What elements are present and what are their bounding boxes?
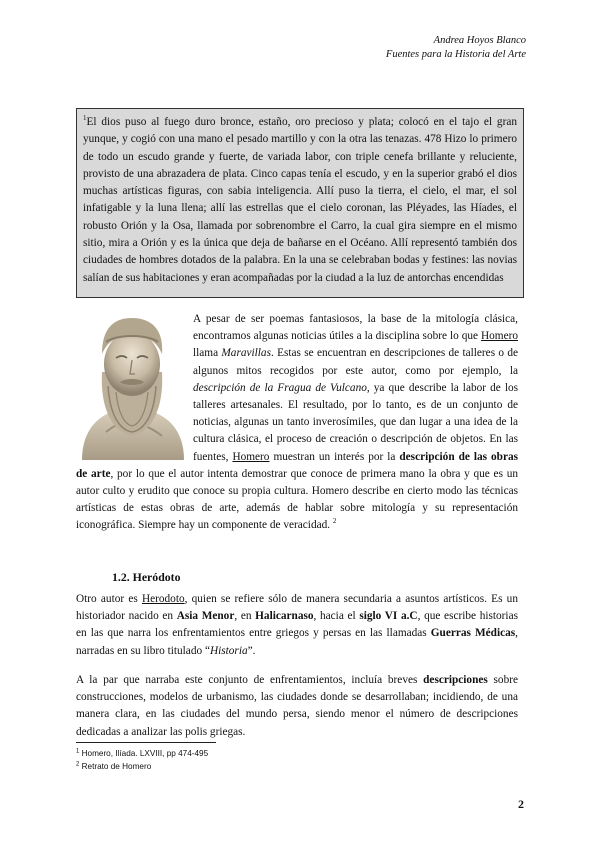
maravillas-italic: Maravillas: [221, 347, 271, 360]
quote-text: El dios puso al fuego duro bronce, estaño, oro precioso y plata; colocó en el tajo el gran yunque, y cogió con una mano el pesado martillo y con la otra las tenazas. 478 Hizo lo primero de todo un escudo grande y fuerte, de variada labor, con triple cenefa brillante y reluciente, provisto de una abrazadera de plata. Cinco capas tenía el escudo, y en la superior grabó el dios muchas artísticas figuras, con sabia inteligencia. Allí puso la tierra, el cielo, el mar, el sol infatigable y la luna llena; allí las estrellas que el cielo coronan, las Pléyades, las Híades, el robusto Orión y la Osa, llamada por sobrenombre el Carro, la cual gira siempre en el mismo sitio, mira a Orión y es la única que deja de bañarse en el Océano. Allí representó también dos ciudades de hombres dotados de la palabra. En la una se celebraban bodas y festines: las novias salían de sus habitaciones y eran acompañadas por la ciudad a la luz de antorchas encendidas: [83, 116, 517, 284]
homer-text: A pesar de ser poemas fantasiosos, la base de la mitología clásica, encontramos algunas noticias útiles a la disciplina sobre lo que: [193, 313, 518, 343]
footnote-text: Retrato de Homero: [79, 762, 152, 771]
header-author: Andrea Hoyos Blanco: [433, 35, 526, 46]
homer-text: llama: [193, 347, 222, 360]
para-text: A la par que narraba este conjunto de enfrentamientos, incluía breves: [76, 674, 424, 686]
para-text: , hacia el: [313, 610, 360, 623]
quote-footnote-ref[interactable]: 1: [83, 114, 87, 123]
para-text: , quien se refiere sólo de manera secundaria a asuntos artísticos. Es un historiador nacido en: [76, 593, 518, 623]
homer-paragraph: [76, 311, 518, 535]
asia-menor-bold: Asia Menor: [176, 610, 235, 623]
para-text: ”.: [247, 644, 256, 657]
footnote-2: [76, 760, 208, 773]
guerras-medicas-bold: Guerras Médicas: [430, 627, 516, 640]
historia-italic: Historia: [209, 644, 248, 657]
homer-text: , por lo que el autor intenta demostrar que conoce de primera mano la obra y que es un autor culto y erudito que conoce su propia cultura. Homero describe en cierto modo las técnicas artísticas de estas obras de arte, además de hablar sobre mitología y su representación iconográfica. Siempre hay un componente de veracidad.: [76, 467, 518, 532]
para-text: , que escribe historias en las que narra los enfrentamientos entre griegos y persas en las llamadas: [76, 610, 518, 640]
para-text: sobre construcciones, modelos de urbanismo, las ciudades donde se desarrollaban; incidiendo, de una manera clara, en las ciudades del mundo persa, siendo menor el número de descripciones dedicadas a analizar las polis griegas.: [76, 674, 519, 738]
footnote-text: Homero, Ilíada. LXVIII, pp 474-495: [79, 749, 209, 758]
homer-text: , ya que describe la labor de los talleres artesanales. El resultado, por lo tanto, es de un conjunto de noticias, algunas un tanto inverosímiles, que dan lugar a una idea de la cultura clásica, el proceso de creación o descripción de objetos. En las fuentes,: [193, 381, 519, 463]
homer-footnote-ref[interactable]: 2: [332, 517, 337, 526]
siglo-bold: siglo VI a.C: [359, 610, 418, 623]
homero-link-1[interactable]: Homero: [480, 330, 518, 343]
homer-text: muestran un interés por la: [269, 450, 400, 463]
page-header: [386, 34, 526, 62]
footnote-num: 1: [76, 748, 80, 755]
footnote-1: [76, 747, 208, 760]
footnote-num: 2: [76, 761, 80, 768]
section-heading: 1.2. Heródoto: [112, 570, 181, 584]
herodoto-link[interactable]: Herodoto: [141, 593, 185, 605]
footnotes: [76, 747, 208, 773]
fragua-vulcano-italic: descripción de la Fragua de Vulcano: [193, 381, 367, 394]
homer-text: . Estas se encuentran en descripciones de talleres o de algunos mitos recogidos por este autor, como por ejemplo, la: [193, 347, 518, 377]
herodotus-paragraph-1: [76, 591, 518, 660]
para-text: , narradas en su libro titulado “: [76, 627, 518, 657]
header-subtitle: Fuentes para la Historia del Arte: [385, 49, 526, 60]
footnote-divider: [76, 742, 216, 743]
herodotus-paragraph-2: [76, 672, 518, 741]
halicarnaso-bold: Halicarnaso: [255, 610, 314, 623]
page-number: 2: [518, 797, 524, 811]
homero-link-2[interactable]: Homero: [232, 450, 270, 463]
para-text: Otro autor es: [76, 593, 142, 605]
iliad-quote-box: [76, 108, 524, 298]
descripcion-obras-bold: descripción de las obras de arte: [76, 450, 519, 480]
para-text: , en: [234, 610, 256, 623]
descripciones-bold: descripciones: [423, 674, 488, 686]
